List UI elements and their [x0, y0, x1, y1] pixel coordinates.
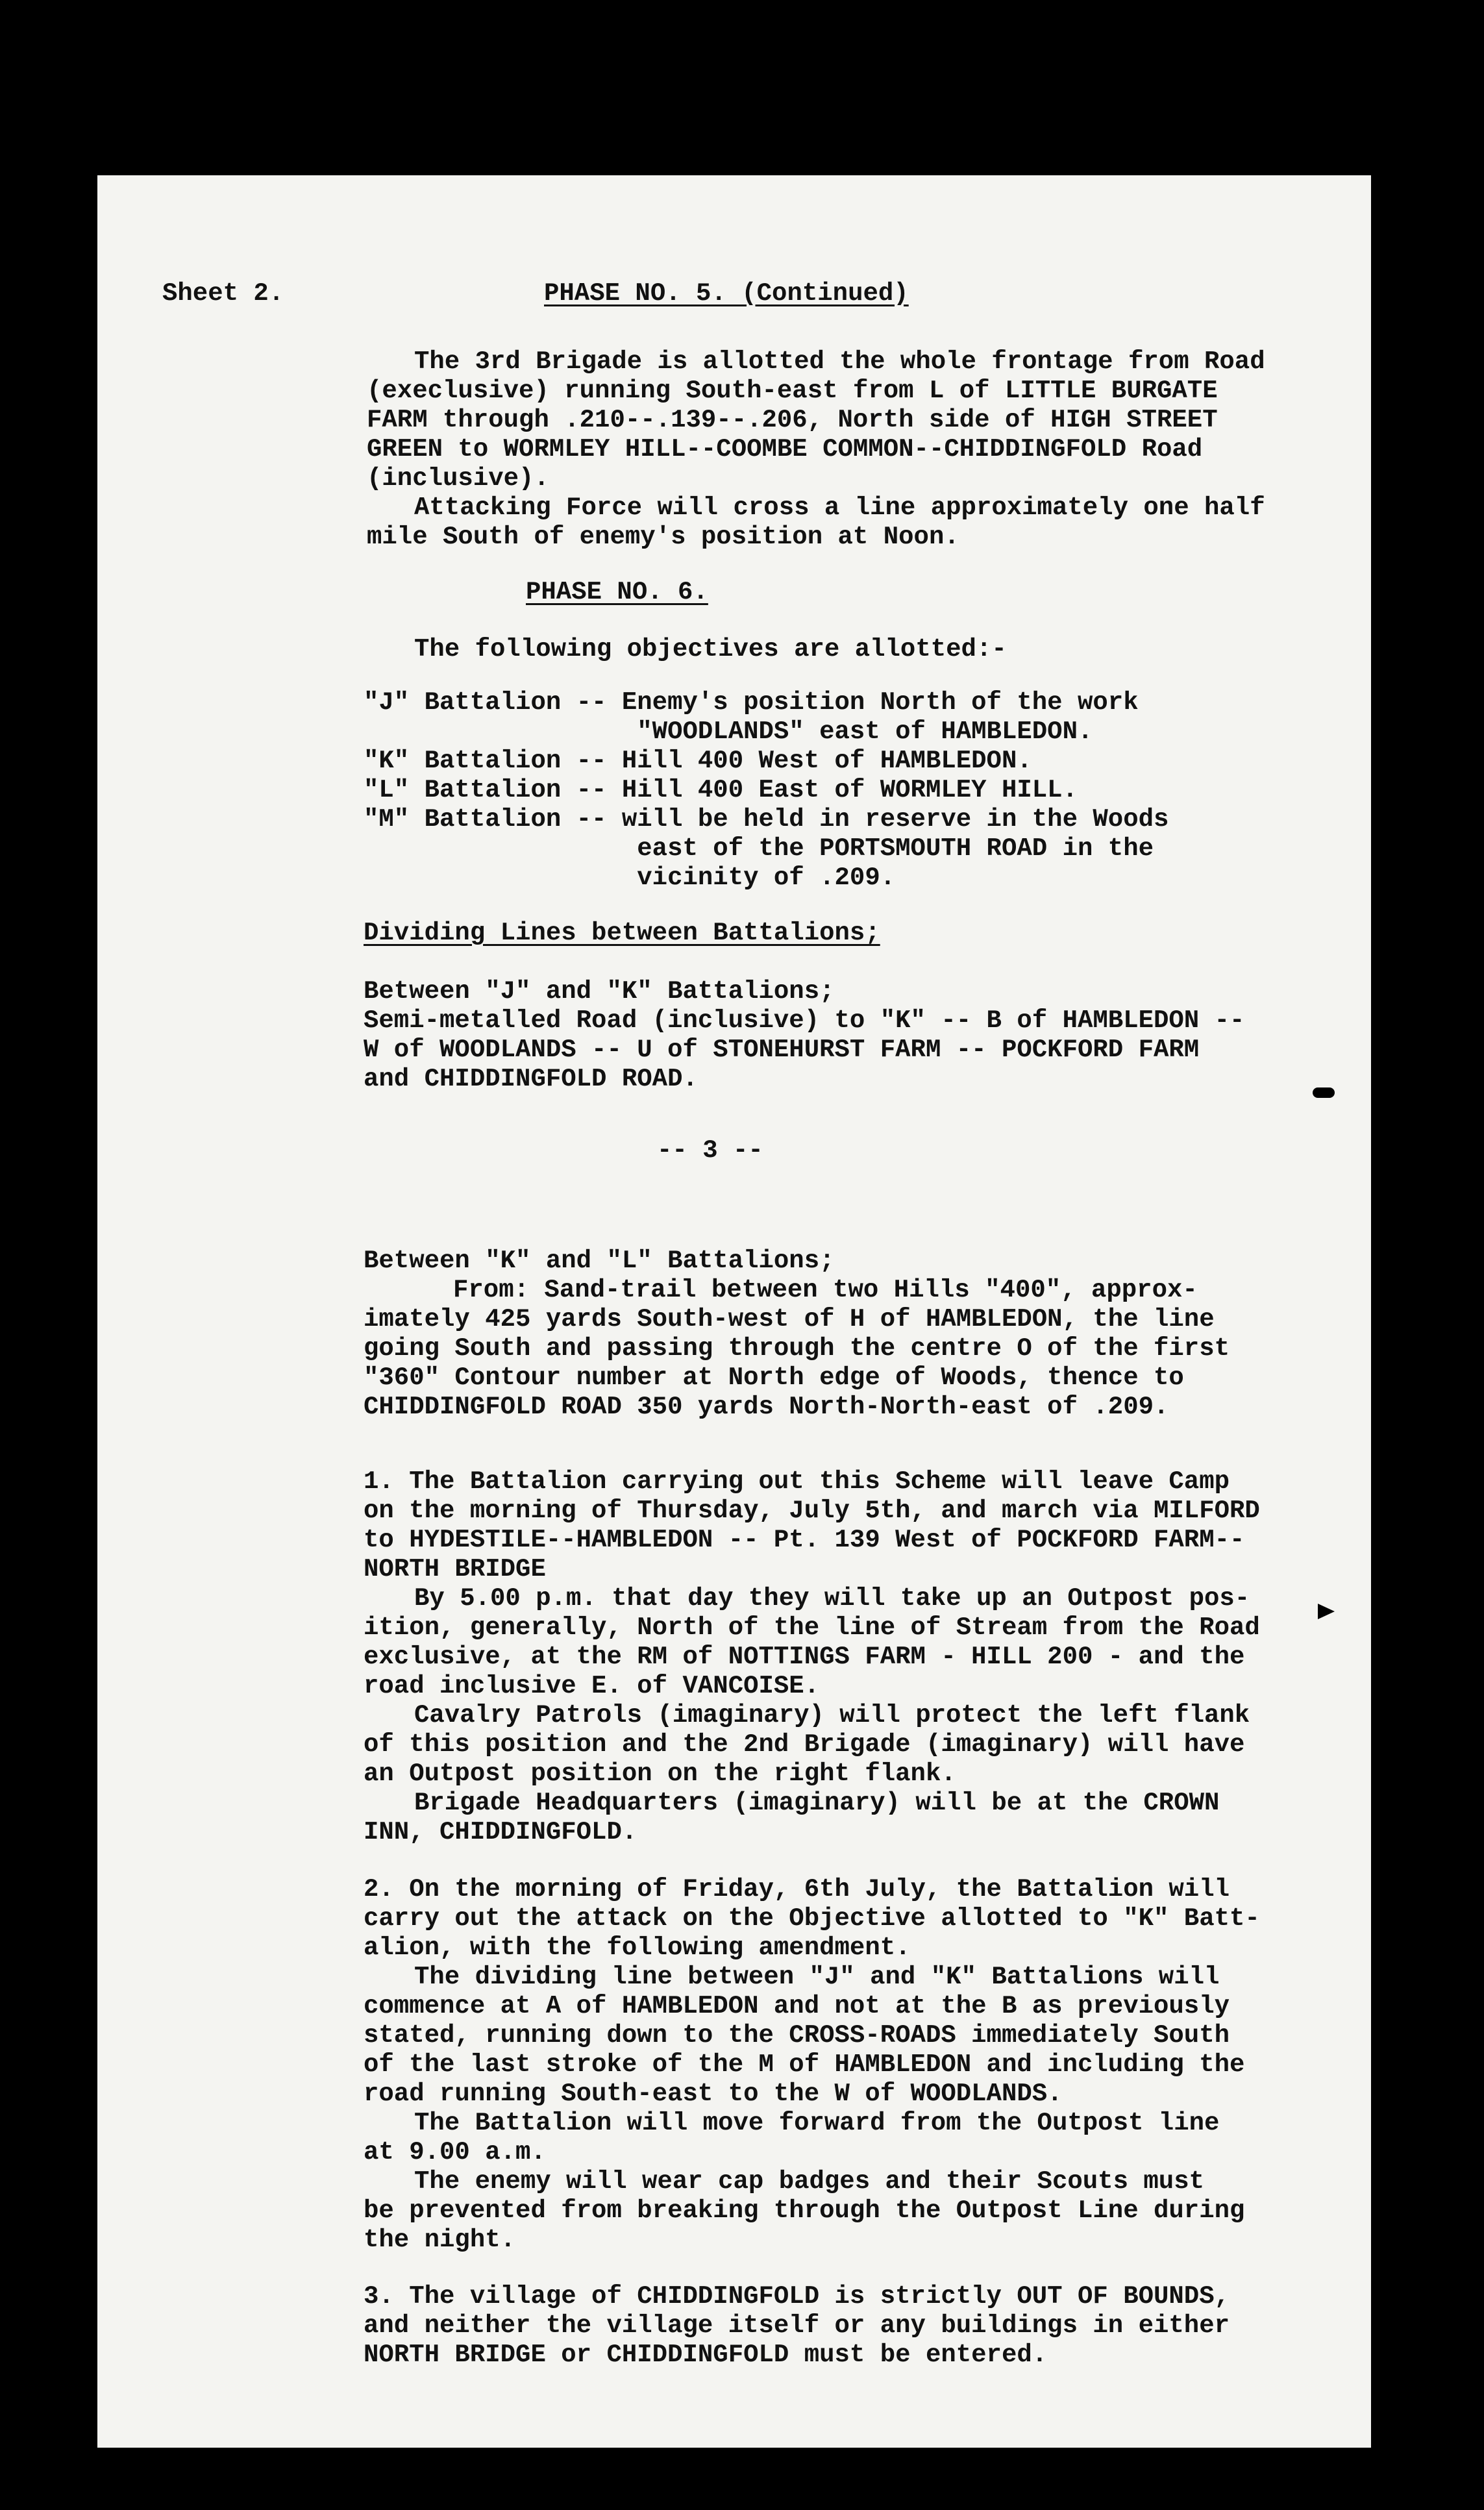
- text-line: mile South of enemy's position at Noon.: [367, 523, 959, 551]
- objective-line: "M" Battalion -- will be held in reserve in the Woods: [364, 805, 1169, 834]
- text-line: going South and passing through the centre O of the first: [364, 1334, 1230, 1363]
- text-line: The 3rd Brigade is allotted the whole frontage from Road: [414, 347, 1265, 376]
- margin-mark: [1313, 1087, 1335, 1098]
- para1-line: By 5.00 p.m. that day they will take up an Outpost pos-: [414, 1584, 1250, 1613]
- text-line: Attacking Force will cross a line approximately one half: [414, 493, 1265, 522]
- para3-line: 3. The village of CHIDDINGFOLD is strictly OUT OF BOUNDS,: [364, 2282, 1230, 2311]
- objective-line: "J" Battalion -- Enemy's position North of the work: [364, 688, 1139, 717]
- para3-line: and neither the village itself or any buildings in either: [364, 2311, 1230, 2340]
- text-line: CHIDDINGFOLD ROAD 350 yards North-North-east of .209.: [364, 1393, 1169, 1421]
- para1-line: ition, generally, North of the line of Stream from the Road: [364, 1613, 1260, 1642]
- para2-line: alion, with the following amendment.: [364, 1933, 911, 1962]
- objective-line: "WOODLANDS" east of HAMBLEDON.: [364, 717, 1093, 746]
- para1-line: NORTH BRIDGE: [364, 1555, 546, 1584]
- para2-line: stated, running down to the CROSS-ROADS immediately South: [364, 2021, 1230, 2050]
- para2-line: The Battalion will move forward from the Outpost line: [414, 2109, 1220, 2137]
- objective-line: "L" Battalion -- Hill 400 East of WORMLEY HILL.: [364, 776, 1078, 804]
- objective-line: east of the PORTSMOUTH ROAD in the: [364, 834, 1154, 863]
- text-line: (execlusive) running South-east from L of LITTLE BURGATE: [367, 377, 1218, 405]
- para1-line: 1. The Battalion carrying out this Scheme will leave Camp: [364, 1467, 1230, 1496]
- dividing-lines-heading: Dividing Lines between Battalions;: [364, 919, 880, 947]
- para1-line: an Outpost position on the right flank.: [364, 1759, 956, 1788]
- objective-line: "K" Battalion -- Hill 400 West of HAMBLEDON.: [364, 747, 1032, 775]
- phase6-intro: The following objectives are allotted:-: [414, 635, 1007, 664]
- text-line: and CHIDDINGFOLD ROAD.: [364, 1065, 698, 1093]
- para2-line: the night.: [364, 2226, 516, 2254]
- para2-line: road running South-east to the W of WOODLANDS.: [364, 2080, 1063, 2108]
- text-line: imately 425 yards South-west of H of HAMBLEDON, the line: [364, 1305, 1215, 1334]
- para3-line: NORTH BRIDGE or CHIDDINGFOLD must be entered.: [364, 2341, 1048, 2369]
- para1-line: INN, CHIDDINGFOLD.: [364, 1818, 637, 1846]
- para2-line: The dividing line between "J" and "K" Battalions will: [414, 1963, 1220, 1991]
- para2-line: The enemy will wear cap badges and their Scouts must: [414, 2167, 1204, 2196]
- page-number: -- 3 --: [657, 1136, 763, 1165]
- phase5-heading: PHASE NO. 5. (Continued): [544, 279, 909, 308]
- para2-line: be prevented from breaking through the Outpost Line during: [364, 2196, 1245, 2225]
- para1-line: road inclusive E. of VANCOISE.: [364, 1672, 820, 1700]
- para1-line: exclusive, at the RM of NOTTINGS FARM - HILL 200 - and the: [364, 1643, 1245, 1671]
- kl-heading: Between "K" and "L" Battalions;: [364, 1247, 835, 1275]
- text-line: (inclusive).: [367, 464, 549, 493]
- para1-line: on the morning of Thursday, July 5th, and march via MILFORD: [364, 1497, 1260, 1525]
- text-line: From: Sand-trail between two Hills "400", approx-: [453, 1276, 1198, 1304]
- para2-line: 2. On the morning of Friday, 6th July, the Battalion will: [364, 1875, 1230, 1904]
- text-line: FARM through .210--.139--.206, North side of HIGH STREET: [367, 406, 1218, 434]
- para1-line: Brigade Headquarters (imaginary) will be at the CROWN: [414, 1789, 1220, 1817]
- text-line: "360" Contour number at North edge of Woods, thence to: [364, 1363, 1184, 1392]
- margin-arrow-mark: [1318, 1604, 1335, 1619]
- text-line: GREEN to WORMLEY HILL--COOMBE COMMON--CHIDDINGFOLD Road: [367, 435, 1203, 464]
- text-line: Semi-metalled Road (inclusive) to "K" -- B of HAMBLEDON --: [364, 1006, 1245, 1035]
- para2-line: commence at A of HAMBLEDON and not at the B as previously: [364, 1992, 1230, 2020]
- phase6-heading: PHASE NO. 6.: [526, 578, 708, 606]
- text-line: W of WOODLANDS -- U of STONEHURST FARM -- POCKFORD FARM: [364, 1036, 1200, 1064]
- para1-line: to HYDESTILE--HAMBLEDON -- Pt. 139 West of POCKFORD FARM--: [364, 1526, 1245, 1554]
- document-page: [97, 175, 1371, 2448]
- para1-line: of this position and the 2nd Brigade (imaginary) will have: [364, 1730, 1245, 1759]
- para2-line: at 9.00 a.m.: [364, 2138, 546, 2167]
- para2-line: of the last stroke of the M of HAMBLEDON and including the: [364, 2050, 1245, 2079]
- para1-line: Cavalry Patrols (imaginary) will protect the left flank: [414, 1701, 1250, 1730]
- jk-heading: Between "J" and "K" Battalions;: [364, 977, 835, 1006]
- objective-line: vicinity of .209.: [364, 864, 896, 892]
- sheet-label: Sheet 2.: [162, 279, 284, 308]
- para2-line: carry out the attack on the Objective allotted to "K" Batt-: [364, 1904, 1260, 1933]
